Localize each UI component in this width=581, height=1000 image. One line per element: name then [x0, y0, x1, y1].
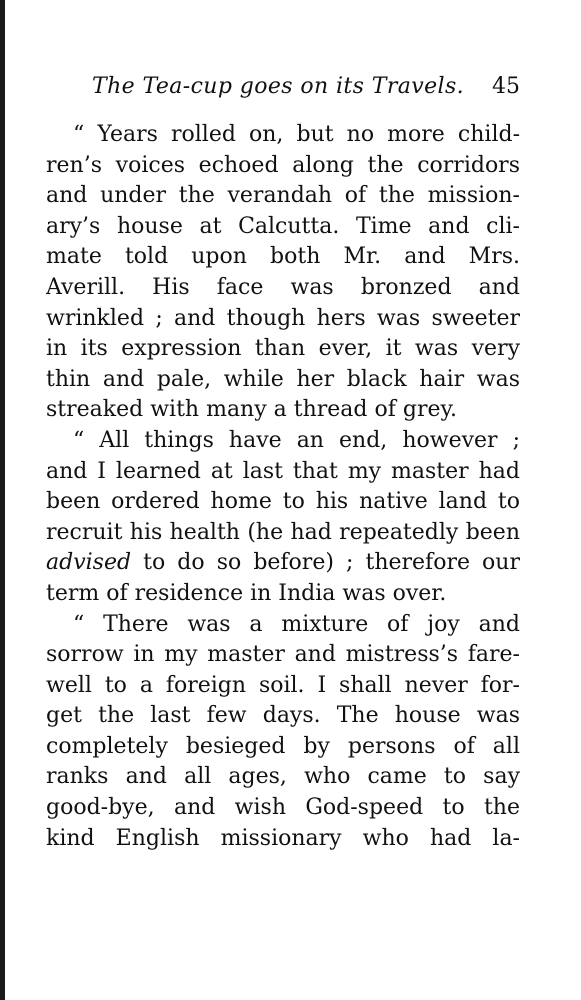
italic-word: advised: [46, 550, 132, 576]
text-line: Averill. His face was bronzed and: [46, 274, 520, 300]
text-line: “ There was a mixture of joy and: [73, 611, 520, 637]
text-line: good-bye, and wish God-speed to the: [46, 795, 520, 821]
text-line: term of residence in India was over.: [46, 580, 447, 606]
text-line: mate told upon both Mr. and Mrs.: [46, 244, 520, 270]
text-line-rest: to do so before) ; therefore our: [143, 550, 520, 576]
text-line: completely besieged by persons of all: [46, 733, 520, 759]
body-text: [46, 120, 520, 854]
text-line-with-italic: [46, 548, 520, 579]
text-line: streaked with many a thread of grey.: [46, 397, 457, 423]
text-line: and under the verandah of the mission-: [46, 183, 520, 209]
running-header: [92, 74, 520, 106]
text-line: been ordered home to his native land to: [46, 489, 520, 515]
text-line: get the last few days. The house was: [46, 703, 520, 729]
text-line: ary’s house at Calcutta. Time and cli-: [46, 213, 520, 239]
text-line: thin and pale, while her black hair was: [46, 366, 520, 392]
text-line: well to a foreign soil. I shall never for-: [46, 672, 520, 698]
page-gutter-edge: [0, 0, 5, 1000]
running-title: The Tea-cup goes on its Travels.: [92, 74, 465, 99]
text-line: sorrow in my master and mistress’s fare-: [46, 642, 520, 668]
text-line: ren’s voices echoed along the corridors: [46, 152, 520, 178]
text-line: ranks and all ages, who came to say: [46, 764, 520, 790]
text-line: recruit his health (he had repeatedly been: [46, 519, 520, 545]
text-line: kind English missionary who had la-: [46, 825, 520, 851]
text-line: wrinkled ; and though hers was sweeter: [46, 305, 520, 331]
text-line: “ Years rolled on, but no more child-: [73, 122, 520, 147]
text-line: in its expression than ever, it was very: [46, 336, 520, 362]
text-line: and I learned at last that my master had: [46, 458, 520, 484]
text-line: “ All things have an end, however ;: [73, 427, 520, 453]
page-number: 45: [492, 74, 520, 99]
